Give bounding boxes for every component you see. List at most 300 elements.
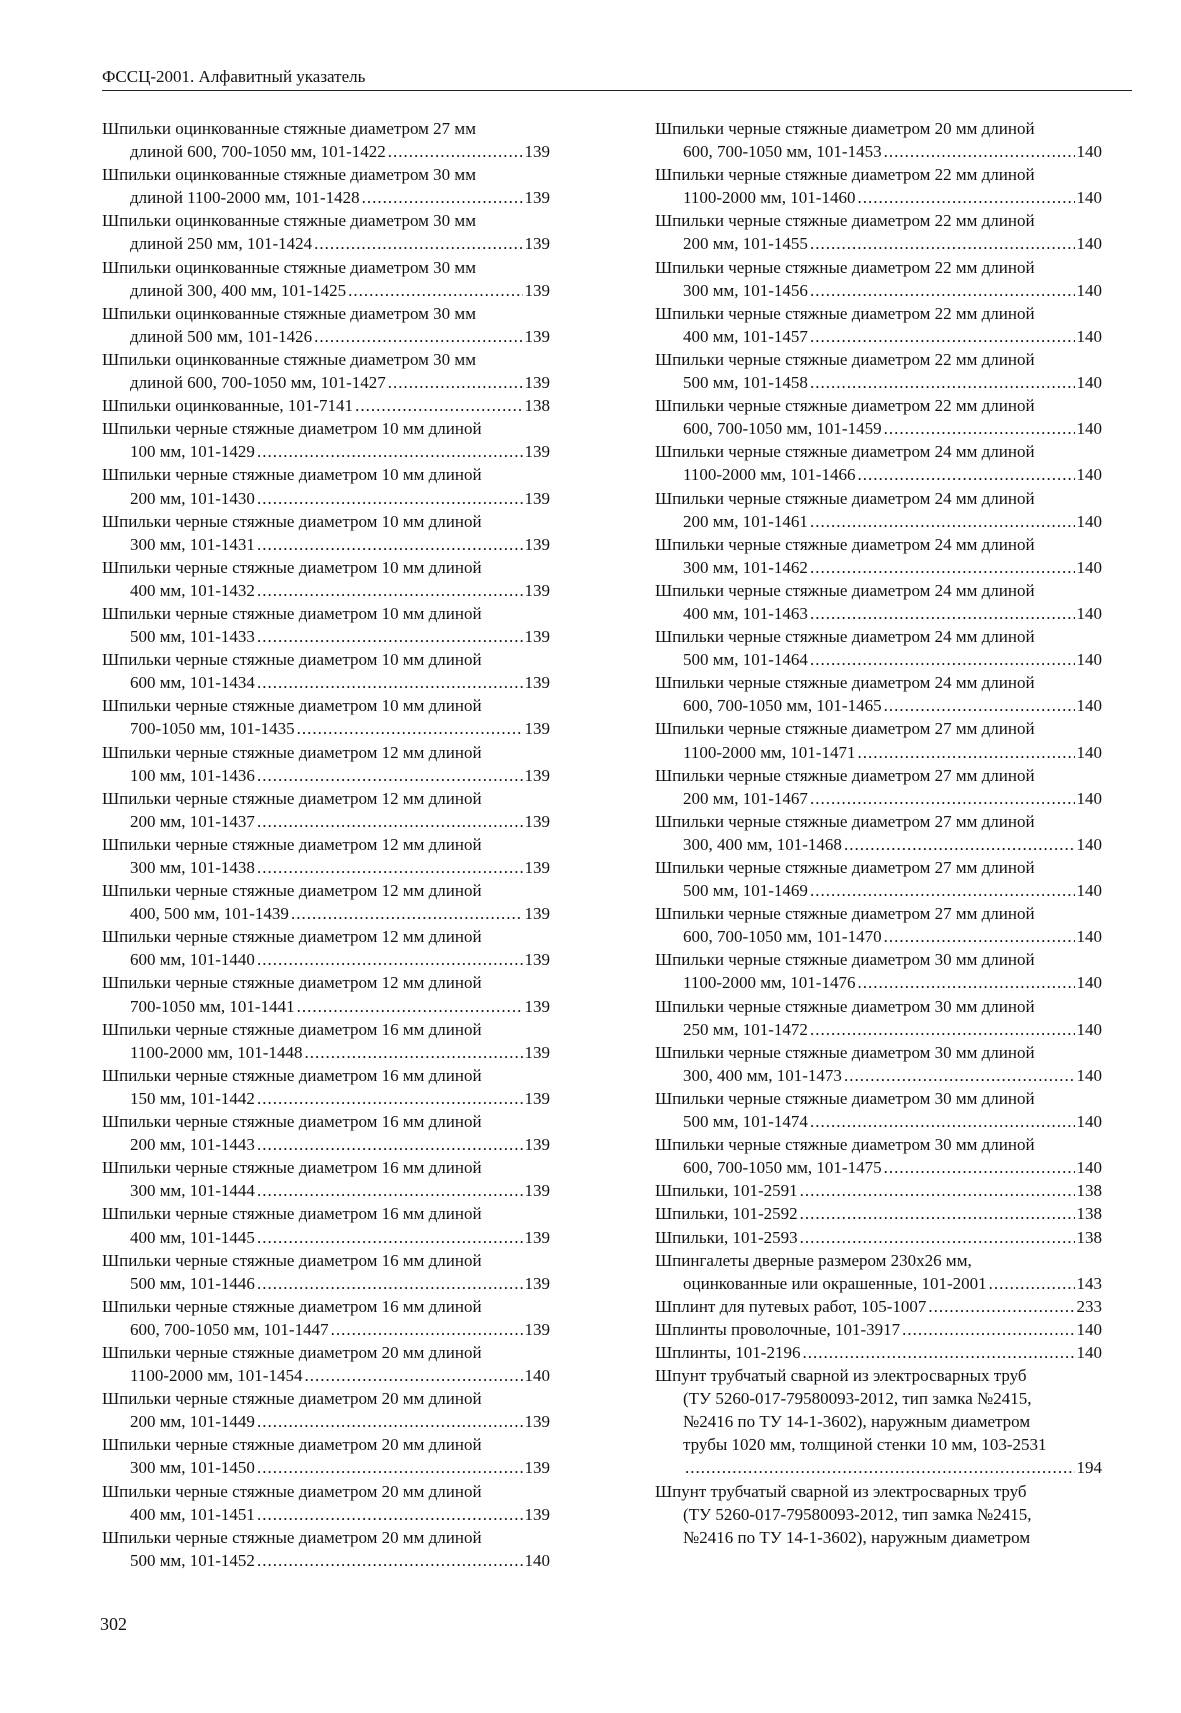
index-entry-line: Шпильки черные стяжные диаметром 16 мм длиной — [102, 1296, 482, 1316]
index-entry-page: 140 — [524, 1550, 550, 1570]
index-entry-page: 139 — [524, 858, 550, 877]
page-header — [102, 66, 1132, 91]
index-entry — [655, 1249, 1102, 1295]
index-entry-page: 139 — [524, 765, 550, 785]
index-entry-line: Шпильки оцинкованные стяжные диаметром 30 мм — [102, 349, 476, 369]
index-entry-line: Шпунт трубчатый сварной из электросварных труб — [655, 1366, 1027, 1386]
index-entry — [655, 995, 1102, 1041]
dot-leader — [257, 579, 523, 602]
index-entry-text: 100 мм, 101-1429 — [130, 442, 255, 462]
dot-leader — [257, 625, 523, 648]
dot-leader — [257, 671, 523, 694]
dot-leader — [800, 1226, 1075, 1249]
dot-leader — [844, 833, 1075, 856]
index-entry-leader-line — [102, 1503, 550, 1526]
index-entry-page: 139 — [524, 1504, 550, 1524]
index-entry-text: 1100-2000 мм, 101-1460 — [683, 188, 856, 208]
index-entry — [655, 1133, 1102, 1179]
index-entry-text: 1100-2000 мм, 101-1454 — [130, 1366, 303, 1386]
index-entry-page: 139 — [524, 673, 550, 693]
index-entry — [102, 1249, 550, 1295]
index-entry-text: длиной 1100-2000 мм, 101-1428 — [130, 188, 360, 208]
index-entry-text: 500 мм, 101-1458 — [683, 373, 808, 393]
index-entry-line: Шпильки черные стяжные диаметром 22 мм длиной — [655, 211, 1035, 231]
index-entry-leader-line — [655, 1018, 1102, 1041]
index-entry — [102, 1433, 550, 1479]
dot-leader — [810, 232, 1075, 255]
index-entry-text: 400 мм, 101-1451 — [130, 1504, 255, 1524]
index-entry-text: 600, 700-1050 мм, 101-1453 — [683, 142, 882, 162]
index-entry-leader-line — [102, 902, 550, 925]
index-entry — [655, 533, 1102, 579]
index-entry-line: (ТУ 5260-017-79580093-2012, тип замка №2415, — [683, 1389, 1032, 1409]
dot-leader — [257, 764, 523, 787]
index-entry-page: 140 — [1076, 603, 1102, 623]
dot-leader — [810, 648, 1075, 671]
index-entry — [102, 348, 550, 394]
index-entry-page: 140 — [1076, 1319, 1102, 1339]
index-entry-leader-line — [102, 1226, 550, 1249]
index-entry-page: 143 — [1076, 1273, 1102, 1293]
index-entry-leader-line — [655, 1341, 1102, 1364]
index-entry-page: 139 — [524, 1319, 550, 1339]
index-entry — [102, 741, 550, 787]
index-entry — [655, 948, 1102, 994]
index-entry — [102, 1064, 550, 1110]
index-entry-line: Шпильки черные стяжные диаметром 10 мм длиной — [102, 650, 482, 670]
index-entry-leader-line — [102, 1087, 550, 1110]
index-entry-leader-line — [655, 1318, 1102, 1341]
dot-leader — [810, 602, 1075, 625]
index-entry-page: 139 — [524, 234, 550, 254]
index-entry-text: 1100-2000 мм, 101-1476 — [683, 973, 856, 993]
index-entry-leader-line — [102, 1364, 550, 1387]
index-entry-leader-line — [102, 1272, 550, 1295]
index-entry-line: Шпильки черные стяжные диаметром 12 мм длиной — [102, 881, 482, 901]
index-entry-line: Шпильки оцинкованные стяжные диаметром 30 мм — [102, 257, 476, 277]
index-entry-text: 700-1050 мм, 101-1435 — [130, 719, 295, 739]
index-entry-line: Шпильки оцинкованные стяжные диаметром 30 мм — [102, 303, 476, 323]
index-entry-text: 400 мм, 101-1463 — [683, 603, 808, 623]
index-entry-page: 139 — [524, 1412, 550, 1432]
dot-leader — [257, 440, 523, 463]
index-entry-text: 500 мм, 101-1446 — [130, 1273, 255, 1293]
index-entry-text: Шпильки, 101-2593 — [655, 1227, 798, 1247]
dot-leader — [348, 279, 522, 302]
index-entry-text: 600 мм, 101-1434 — [130, 673, 255, 693]
dot-leader — [257, 810, 523, 833]
index-entry-text: 200 мм, 101-1467 — [683, 788, 808, 808]
page-number: 302 — [100, 1614, 127, 1634]
index-entry-line: Шпильки черные стяжные диаметром 22 мм длиной — [655, 303, 1035, 323]
index-entry-line: Шпильки черные стяжные диаметром 16 мм длиной — [102, 1158, 482, 1178]
dot-leader — [810, 787, 1075, 810]
index-entry-text: 200 мм, 101-1430 — [130, 488, 255, 508]
index-entry — [655, 764, 1102, 810]
index-entry-page: 140 — [1076, 1158, 1102, 1178]
index-entry-leader-line — [102, 394, 550, 417]
index-entry-page: 138 — [1076, 1227, 1102, 1247]
index-entry-line: Шпильки черные стяжные диаметром 24 мм длиной — [655, 534, 1035, 554]
index-entry-line: Шпильки черные стяжные диаметром 12 мм длиной — [102, 742, 482, 762]
dot-leader — [257, 948, 523, 971]
index-entry-line: Шпильки черные стяжные диаметром 10 мм длиной — [102, 603, 482, 623]
dot-leader — [257, 1503, 523, 1526]
index-entry-line: Шпильки черные стяжные диаметром 24 мм длиной — [655, 442, 1035, 462]
dot-leader — [884, 417, 1075, 440]
index-entry-page: 140 — [1076, 326, 1102, 346]
index-entry-leader-line — [655, 925, 1102, 948]
index-entry-text: 300 мм, 101-1438 — [130, 858, 255, 877]
index-entry-text: 400 мм, 101-1457 — [683, 326, 808, 346]
dot-leader — [304, 1364, 522, 1387]
index-entry-page: 139 — [524, 719, 550, 739]
index-entry-line: Шпильки черные стяжные диаметром 12 мм длиной — [102, 927, 482, 947]
index-entry — [102, 694, 550, 740]
dot-leader — [257, 1087, 523, 1110]
index-entry-line: Шпильки черные стяжные диаметром 16 мм длиной — [102, 1112, 482, 1132]
index-entry — [655, 256, 1102, 302]
index-entry-page: 140 — [1076, 1342, 1102, 1362]
index-entry-leader-line — [102, 279, 550, 302]
index-entry — [102, 117, 550, 163]
index-entry-line: Шпильки черные стяжные диаметром 24 мм длиной — [655, 673, 1035, 693]
index-entry-leader-line — [655, 1226, 1102, 1249]
index-entry — [102, 394, 550, 417]
index-entry — [655, 209, 1102, 255]
index-entry — [102, 556, 550, 602]
index-entry-page: 140 — [1076, 696, 1102, 716]
index-entry-line: Шпильки черные стяжные диаметром 10 мм длиной — [102, 696, 482, 716]
index-entry-line: Шпильки черные стяжные диаметром 27 мм длиной — [655, 811, 1035, 831]
dot-leader — [297, 717, 523, 740]
index-entry-line: (ТУ 5260-017-79580093-2012, тип замка №2415, — [683, 1504, 1032, 1524]
index-entry-line: Шпильки черные стяжные диаметром 10 мм длиной — [102, 557, 482, 577]
dot-leader — [800, 1202, 1075, 1225]
dot-leader — [257, 533, 523, 556]
index-entry-line: Шпильки черные стяжные диаметром 20 мм длиной — [102, 1527, 482, 1547]
index-entry-leader-line — [655, 971, 1102, 994]
index-entry — [655, 1179, 1102, 1202]
dot-leader — [857, 971, 1074, 994]
index-entry-page: 139 — [524, 142, 550, 162]
index-entry-page: 139 — [524, 280, 550, 300]
index-entry-text: 700-1050 мм, 101-1441 — [130, 996, 295, 1016]
index-entry — [655, 1041, 1102, 1087]
index-entry-page: 233 — [1076, 1296, 1102, 1316]
index-entry-text: 200 мм, 101-1461 — [683, 511, 808, 531]
dot-leader — [810, 1018, 1075, 1041]
index-entry-line: Шпильки оцинкованные стяжные диаметром 30 мм — [102, 165, 476, 185]
index-entry-text: 150 мм, 101-1442 — [130, 1088, 255, 1108]
dot-leader — [884, 694, 1075, 717]
index-entry-leader-line — [655, 371, 1102, 394]
index-entry-page: 139 — [524, 1458, 550, 1478]
index-entry-page: 140 — [1076, 557, 1102, 577]
index-entry-page: 140 — [1076, 511, 1102, 531]
index-entry — [102, 1341, 550, 1387]
index-entry — [655, 671, 1102, 717]
index-entry-page: 139 — [524, 1042, 550, 1062]
index-entry-page: 139 — [524, 904, 550, 924]
index-entry-line: Шпильки черные стяжные диаметром 30 мм длиной — [655, 996, 1035, 1016]
index-entry-line: Шпильки черные стяжные диаметром 22 мм длиной — [655, 165, 1035, 185]
index-entry-leader-line — [655, 232, 1102, 255]
index-entry-leader-line — [102, 186, 550, 209]
index-entry — [102, 417, 550, 463]
dot-leader — [802, 1341, 1074, 1364]
index-entry-page: 139 — [524, 373, 550, 393]
index-entry-leader-line — [102, 948, 550, 971]
index-entry — [102, 1480, 550, 1526]
index-entry-page: 140 — [1076, 1112, 1102, 1132]
index-entry-text: 300 мм, 101-1462 — [683, 557, 808, 577]
index-entry-page: 139 — [524, 442, 550, 462]
index-entry — [655, 440, 1102, 486]
index-entry — [655, 1226, 1102, 1249]
index-entry — [102, 1156, 550, 1202]
index-entry-line: Шпильки черные стяжные диаметром 20 мм длиной — [102, 1389, 482, 1409]
index-entry — [655, 810, 1102, 856]
dot-leader — [810, 879, 1075, 902]
index-entry-page: 140 — [1076, 927, 1102, 947]
dot-leader — [314, 325, 522, 348]
dot-leader — [989, 1272, 1075, 1295]
index-entry-leader-line — [102, 717, 550, 740]
index-entry-text: Шпильки, 101-2591 — [655, 1181, 798, 1201]
index-entry — [102, 602, 550, 648]
index-entry — [102, 1295, 550, 1341]
index-entry-leader-line — [655, 1156, 1102, 1179]
index-entry-leader-line — [102, 487, 550, 510]
index-entry-line: Шпильки черные стяжные диаметром 16 мм длиной — [102, 1065, 482, 1085]
dot-leader — [884, 925, 1075, 948]
dot-leader — [810, 325, 1075, 348]
index-entry-page: 140 — [1076, 234, 1102, 254]
index-entry-leader-line — [655, 1202, 1102, 1225]
index-entry-text: 300 мм, 101-1431 — [130, 534, 255, 554]
index-entry-text: 600, 700-1050 мм, 101-1470 — [683, 927, 882, 947]
index-entry-leader-line — [655, 648, 1102, 671]
index-entry-text: длиной 600, 700-1050 мм, 101-1422 — [130, 142, 386, 162]
dot-leader — [257, 1226, 523, 1249]
index-entry-leader-line — [102, 764, 550, 787]
index-entry-leader-line — [655, 602, 1102, 625]
index-entry — [655, 1341, 1102, 1364]
index-entry-page: 139 — [524, 1227, 550, 1247]
index-entry — [655, 625, 1102, 671]
index-entry-page: 140 — [1076, 973, 1102, 993]
index-entry-leader-line — [655, 186, 1102, 209]
index-entry — [102, 463, 550, 509]
index-entry — [655, 1480, 1102, 1549]
index-entry-line: Шпильки черные стяжные диаметром 30 мм длиной — [655, 1042, 1035, 1062]
index-entry-leader-line — [102, 1318, 550, 1341]
index-entry-page: 139 — [524, 580, 550, 600]
dot-leader — [810, 371, 1075, 394]
dot-leader — [291, 902, 523, 925]
index-entry-leader-line — [655, 879, 1102, 902]
index-entry-page: 139 — [524, 996, 550, 1016]
index-entry-page: 139 — [524, 950, 550, 970]
index-entry-leader-line — [102, 533, 550, 556]
index-entry-leader-line — [655, 833, 1102, 856]
dot-leader — [884, 1156, 1075, 1179]
index-entry-page: 139 — [524, 811, 550, 831]
index-entry-leader-line — [655, 140, 1102, 163]
index-entry-page: 140 — [1076, 373, 1102, 393]
index-entry-text: Шплинт для путевых работ, 105-1007 — [655, 1296, 927, 1316]
index-entry — [102, 925, 550, 971]
index-entry-leader-line — [102, 579, 550, 602]
index-entry-text: Шпильки, 101-2592 — [655, 1204, 798, 1224]
index-entry-leader-line — [102, 1041, 550, 1064]
index-column-left — [102, 117, 550, 1572]
index-entry-page: 139 — [524, 1088, 550, 1108]
index-entry-line: Шпильки черные стяжные диаметром 20 мм длиной — [102, 1342, 482, 1362]
index-entry-line: Шпильки черные стяжные диаметром 24 мм длиной — [655, 627, 1035, 647]
index-entry-text: длиной 500 мм, 101-1426 — [130, 326, 313, 346]
index-entry-leader-line — [102, 1456, 550, 1479]
index-entry-leader-line — [102, 856, 550, 879]
index-entry-text: 1100-2000 мм, 101-1471 — [683, 742, 856, 762]
index-entry — [655, 1364, 1102, 1479]
dot-leader — [902, 1318, 1074, 1341]
index-entry-page: 140 — [1076, 834, 1102, 854]
index-entry — [655, 302, 1102, 348]
index-entry — [655, 1087, 1102, 1133]
index-entry-page: 140 — [1076, 1065, 1102, 1085]
index-entry — [655, 1202, 1102, 1225]
index-entry-line: Шпильки черные стяжные диаметром 12 мм длиной — [102, 834, 482, 854]
running-title: ФССЦ-2001. Алфавитный указатель — [102, 67, 366, 86]
index-entry-leader-line — [102, 625, 550, 648]
index-entry-line: Шпильки черные стяжные диаметром 24 мм длиной — [655, 488, 1035, 508]
index-entry-text: длиной 300, 400 мм, 101-1425 — [130, 280, 347, 300]
index-entry-line: Шпильки черные стяжные диаметром 20 мм длиной — [655, 119, 1035, 138]
index-entry — [655, 487, 1102, 533]
index-entry-line: Шпингалеты дверные размером 230х26 мм, — [655, 1250, 972, 1270]
index-entry-leader-line — [655, 279, 1102, 302]
index-entry-line: Шпильки черные стяжные диаметром 30 мм длиной — [655, 950, 1035, 970]
dot-leader — [884, 140, 1075, 163]
index-entry-page: 138 — [1076, 1204, 1102, 1224]
index-entry-line: Шпильки черные стяжные диаметром 10 мм длиной — [102, 511, 482, 531]
index-entry-leader-line — [655, 556, 1102, 579]
index-entry-leader-line — [655, 1179, 1102, 1202]
index-entry-leader-line — [655, 1456, 1102, 1479]
index-entry-page: 140 — [1076, 881, 1102, 901]
index-entry — [102, 1110, 550, 1156]
dot-leader — [388, 140, 523, 163]
dot-leader — [331, 1318, 523, 1341]
index-entry — [655, 856, 1102, 902]
index-entry-text: 500 мм, 101-1433 — [130, 627, 255, 647]
index-entry-text: 600 мм, 101-1440 — [130, 950, 255, 970]
index-entry-leader-line — [655, 463, 1102, 486]
index-entry-text: 200 мм, 101-1455 — [683, 234, 808, 254]
index-entry-line: Шпунт трубчатый сварной из электросварных труб — [655, 1481, 1027, 1501]
index-entry-line: Шпильки черные стяжные диаметром 16 мм длиной — [102, 1019, 482, 1039]
index-entry-text: 500 мм, 101-1469 — [683, 881, 808, 901]
index-entry-text: длиной 250 мм, 101-1424 — [130, 234, 313, 254]
index-entry — [655, 579, 1102, 625]
index-entry-leader-line — [655, 1064, 1102, 1087]
index-entry-page: 140 — [1076, 188, 1102, 208]
index-entry-line: Шпильки черные стяжные диаметром 27 мм длиной — [655, 858, 1035, 877]
index-entry-text: 1100-2000 мм, 101-1448 — [130, 1042, 303, 1062]
index-entry-line: №2416 по ТУ 14-1-3602), наружным диаметром — [683, 1527, 1031, 1547]
index-entry-line: Шпильки оцинкованные стяжные диаметром 30 мм — [102, 211, 476, 231]
index-entry-leader-line — [655, 787, 1102, 810]
index-entry-line: Шпильки черные стяжные диаметром 24 мм длиной — [655, 580, 1035, 600]
index-entry-text: 400 мм, 101-1432 — [130, 580, 255, 600]
index-entry — [102, 510, 550, 556]
index-entry-text: 300, 400 мм, 101-1468 — [683, 834, 842, 854]
dot-leader — [844, 1064, 1075, 1087]
index-entry — [102, 302, 550, 348]
index-entry-line: Шпильки черные стяжные диаметром 22 мм длиной — [655, 349, 1035, 369]
index-entry-page: 140 — [524, 1366, 550, 1386]
index-entry-line: Шпильки черные стяжные диаметром 20 мм длиной — [102, 1435, 482, 1455]
dot-leader — [257, 487, 523, 510]
dot-leader — [810, 556, 1075, 579]
dot-leader — [257, 1549, 523, 1572]
index-entry — [655, 1318, 1102, 1341]
index-entry-text: 100 мм, 101-1436 — [130, 765, 255, 785]
index-entry — [102, 209, 550, 255]
index-entry-text: 300, 400 мм, 101-1473 — [683, 1065, 842, 1085]
index-entry-leader-line — [655, 510, 1102, 533]
index-entry-line: Шпильки черные стяжные диаметром 20 мм длиной — [102, 1481, 482, 1501]
index-entry — [655, 348, 1102, 394]
dot-leader — [355, 394, 522, 417]
index-entry-line: Шпильки черные стяжные диаметром 12 мм длиной — [102, 788, 482, 808]
index-entry-line: Шпильки черные стяжные диаметром 27 мм длиной — [655, 904, 1035, 924]
index-entry-leader-line — [102, 140, 550, 163]
index-entry-page: 140 — [1076, 465, 1102, 485]
dot-leader — [928, 1295, 1074, 1318]
index-entry — [655, 117, 1102, 163]
dot-leader — [810, 1110, 1075, 1133]
index-entry-leader-line — [655, 1110, 1102, 1133]
dot-leader — [314, 232, 522, 255]
index-entry-line: Шпильки черные стяжные диаметром 27 мм длиной — [655, 719, 1035, 739]
index-entry-text: 600, 700-1050 мм, 101-1447 — [130, 1319, 329, 1339]
index-entry-line: Шпильки черные стяжные диаметром 16 мм длиной — [102, 1204, 482, 1224]
index-entry-leader-line — [102, 1410, 550, 1433]
index-entry-line: №2416 по ТУ 14-1-3602), наружным диаметром — [683, 1412, 1031, 1432]
index-entry-line: Шпильки черные стяжные диаметром 27 мм длиной — [655, 765, 1035, 785]
dot-leader — [257, 1272, 523, 1295]
index-entry — [102, 256, 550, 302]
index-entry-text: Шплинты, 101-2196 — [655, 1342, 801, 1362]
index-entry — [102, 833, 550, 879]
index-entry-line: Шпильки черные стяжные диаметром 10 мм длиной — [102, 465, 482, 485]
index-entry — [655, 902, 1102, 948]
dot-leader — [257, 1179, 523, 1202]
index-entry — [102, 1526, 550, 1572]
dot-leader — [388, 371, 523, 394]
index-entry-leader-line — [102, 232, 550, 255]
index-entry-leader-line — [655, 741, 1102, 764]
index-entry-text: 300 мм, 101-1450 — [130, 1458, 255, 1478]
index-column-right — [655, 117, 1102, 1549]
index-entry-leader-line — [102, 1549, 550, 1572]
index-entry-text: 400 мм, 101-1445 — [130, 1227, 255, 1247]
index-entry-page: 140 — [1076, 142, 1102, 162]
index-entry-leader-line — [655, 1272, 1102, 1295]
